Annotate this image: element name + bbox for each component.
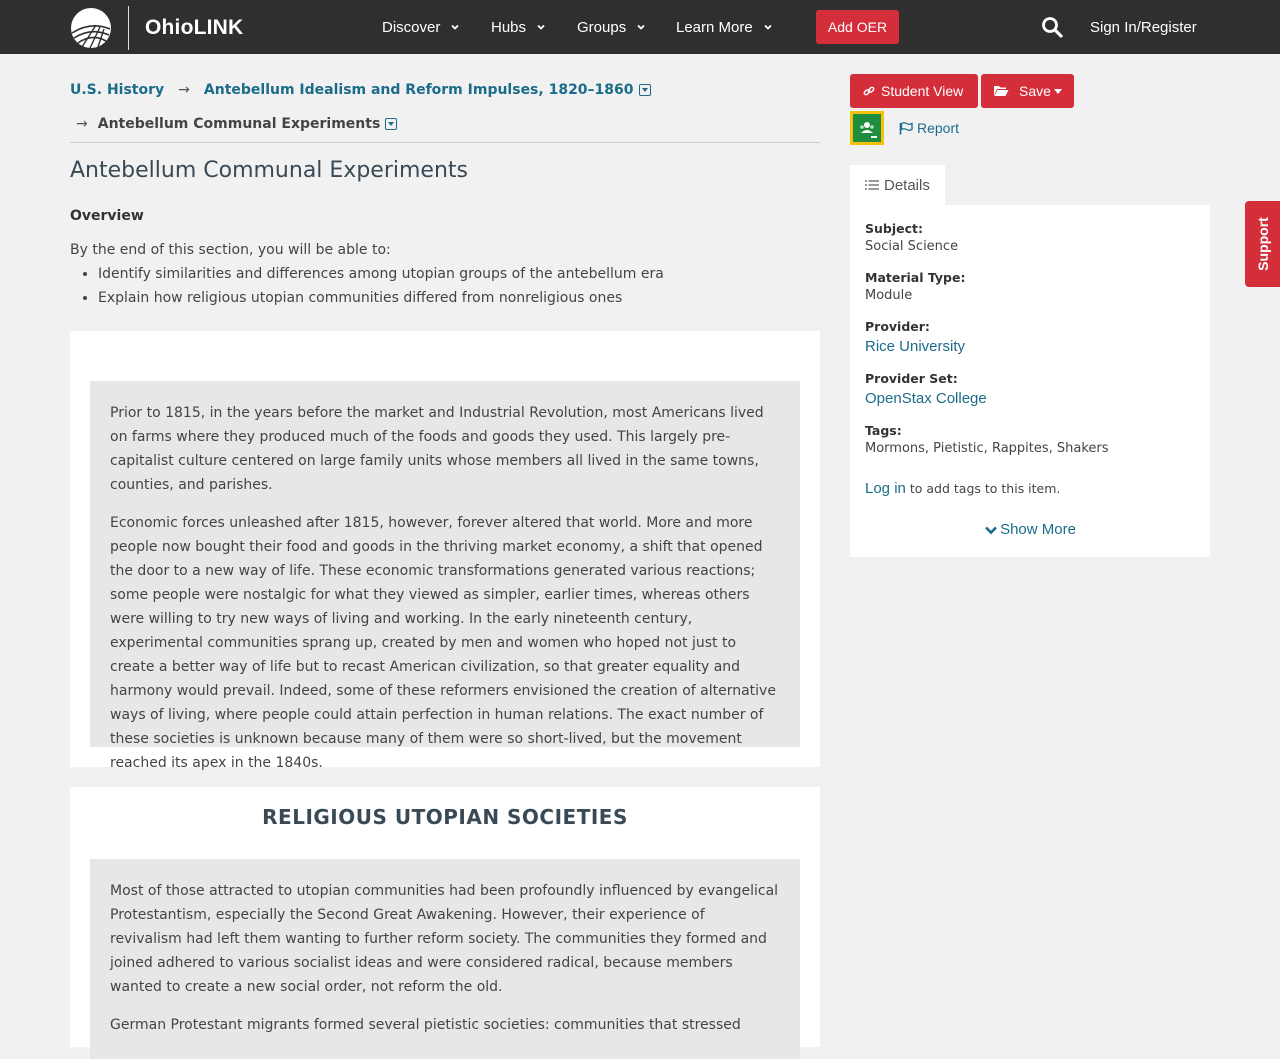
login-to-tag [865,480,1060,497]
list-item: • Explain how religious utopian communities differed from nonreligious ones [98,290,664,314]
login-tag-text: to add tags to this item. [909,481,1061,496]
search-icon[interactable] [1040,15,1064,39]
paragraph: German Protestant migrants formed several pietistic societies: communities that stressed [110,1017,741,1033]
support-tab[interactable] [1245,201,1280,287]
tags-value: Mormons, Pietistic, Rappites, Shakers [865,441,1109,456]
breadcrumb-current: Antebellum Communal Experiments [97,116,381,132]
flag-icon [899,122,913,135]
sign-in-register-link[interactable]: Sign In/Register [1090,18,1197,36]
brand-logo[interactable] [70,6,243,50]
breadcrumb-arrow: → [178,82,190,98]
nav-groups-label: Groups [577,18,627,36]
objectives-list [98,266,664,314]
subject-label: Subject: [865,221,923,236]
nav-groups[interactable] [577,0,646,54]
content-text-box [90,381,800,771]
add-oer-button[interactable]: Add OER [816,10,899,44]
provider-label: Provider: [865,319,930,334]
breadcrumb [70,80,651,100]
save-label: Save [1019,83,1051,99]
nav-hubs-label: Hubs [491,18,527,36]
report-link[interactable] [899,118,959,138]
folder-open-icon [993,85,1009,97]
subject-value: Social Science [865,239,959,254]
material-type-value: Module [865,288,913,303]
report-label: Report [917,120,960,136]
support-label: Support [1254,217,1271,271]
paragraph: Prior to 1815, in the years before the market and Industrial Revolution, most Americans lived on farms where they produced much of the foods and goods they used. This largely pre-capitalist culture centered on large family units whose members all lived in the same towns, counties, and parishes. [110,405,764,493]
google-classroom-share-button[interactable] [850,111,884,145]
provider-link[interactable]: Rice University [865,338,966,355]
content-section-card [70,787,820,1047]
overview-heading: Overview [70,208,144,224]
tab-details-label: Details [884,176,930,194]
paragraph: Economic forces unleashed after 1815, however, forever altered that world. More and more people now bought their food and goods in the thriving market economy, a shift that opened the door to a new way of life. These economic transformations generated various reactions; some people were nostalgic for what they viewed as simpler, earlier times, whereas others were willing to try new ways of living and working. In the early nineteenth century, experimental communities sprang up, created by men and women who hoped not just to create a better way of life but to recast American civilization, so that greater equality and harmony would prevail. Indeed, some of these reformers envisioned the creation of alternative ways of living, where people could attain perfection in human relations. The exact number of these societies is unknown because many of them were so short-lived, but the movement reached its apex in the 1840s. [110,515,776,771]
chevron-down-icon [636,22,646,32]
chevron-down-icon [763,22,773,32]
nav-hubs[interactable] [491,0,546,54]
top-navbar [0,0,1280,54]
list-item: • Identify similarities and differences among utopian groups of the antebellum era [98,266,664,290]
provider-set-label: Provider Set: [865,371,958,386]
nav-learn-more-label: Learn More [676,18,753,36]
breadcrumb-current-row [76,114,397,134]
student-view-label: Student View [881,83,964,99]
objectives-intro: By the end of this section, you will be able to: [70,242,391,258]
breadcrumb-parent-link[interactable]: Antebellum Idealism and Reform Impulses, 1820–1860 [203,82,634,98]
globe-logo-icon [70,7,112,49]
content-section-card [70,331,820,771]
show-more-button[interactable] [850,521,1210,538]
chevron-down-icon [984,524,998,536]
save-dropdown-button[interactable] [981,74,1074,108]
show-more-label: Show More [1000,521,1076,538]
content-text-box [90,859,800,1059]
student-view-button[interactable] [850,74,978,108]
tags-label: Tags: [865,423,902,438]
provider-set-link[interactable]: OpenStax College [865,390,987,407]
caret-down-icon [1054,89,1062,94]
breadcrumb-dropdown-icon[interactable] [385,118,397,130]
breadcrumb-dropdown-icon[interactable] [639,84,651,96]
login-link[interactable]: Log in [865,480,906,497]
list-icon [865,179,879,191]
google-classroom-icon [853,114,881,142]
nav-discover-label: Discover [382,18,441,36]
details-panel [850,205,1210,557]
paragraph: Most of those attracted to utopian communities had been profoundly influenced by evangelical Protestantism, especially the Second Great Awakening. However, their experience of revivalism had left them wanting to further reform society. The communities they formed and joined adhered to various socialist ideas and were considered radical, because members wanted to create a new social order, not reform the old. [110,883,779,995]
chevron-down-icon [536,22,546,32]
nav-learn-more[interactable] [676,0,773,54]
link-icon [863,85,875,97]
material-type-label: Material Type: [865,270,966,285]
nav-discover[interactable] [382,0,460,54]
page-title: Antebellum Communal Experiments [70,158,468,183]
brand-name: OhioLINK [145,16,244,39]
chevron-down-icon [450,22,460,32]
section-heading: RELIGIOUS UTOPIAN SOCIETIES [262,805,628,829]
breadcrumb-divider [70,142,820,143]
logo-divider [128,6,129,50]
breadcrumb-root-link[interactable]: U.S. History [70,82,165,98]
breadcrumb-arrow: → [76,116,88,132]
tab-details[interactable] [850,165,945,205]
